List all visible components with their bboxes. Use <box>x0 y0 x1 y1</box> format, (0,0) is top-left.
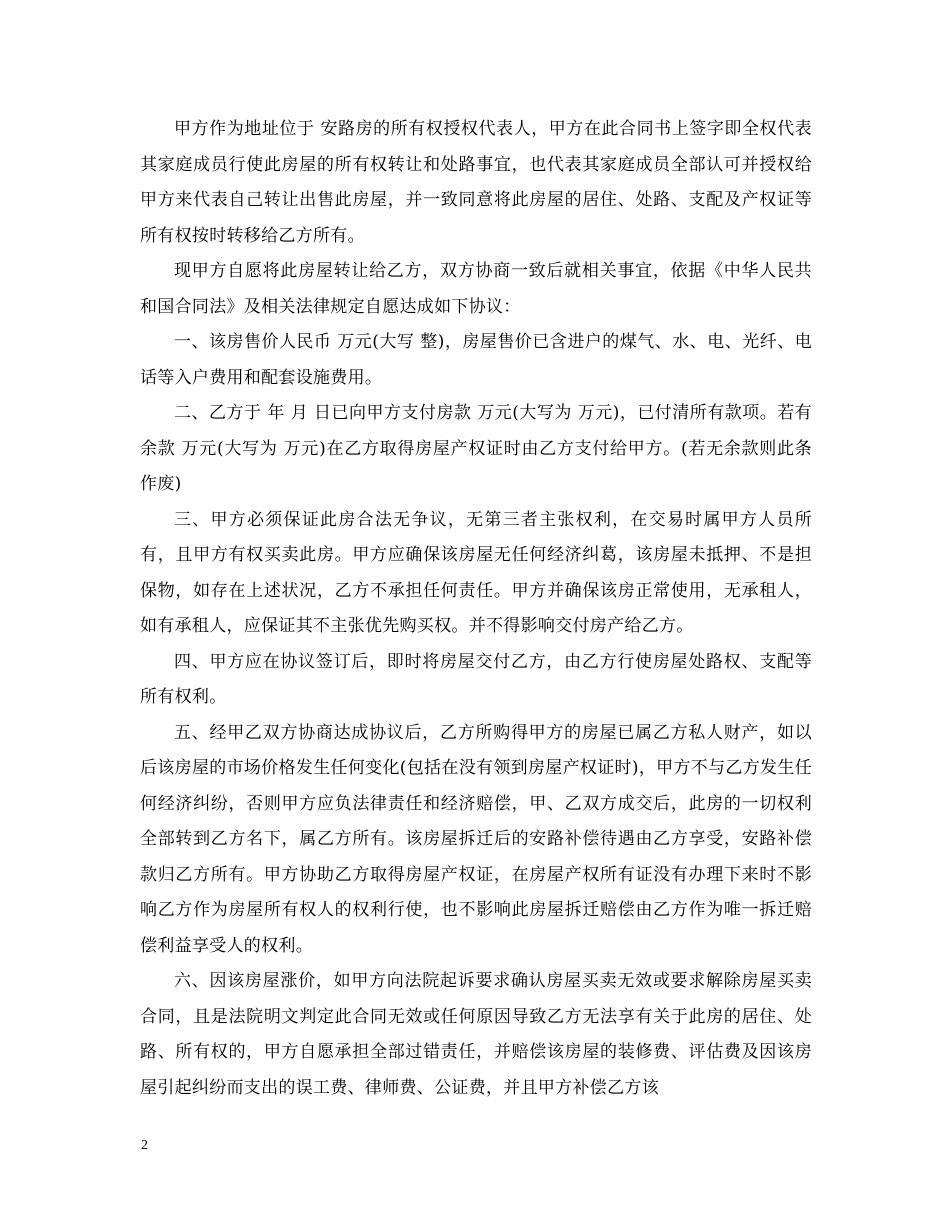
paragraph-agreement-basis: 现甲方自愿将此房屋转让给乙方，双方协商一致后就相关事宜，依据《中华人民共和国合同法》及相关法律规定自愿达成如下协议： <box>140 261 812 317</box>
clause-6-liability: 六、因该房屋涨价，如甲方向法院起诉要求确认房屋买卖无效或要求解除房屋买卖合同，且是法院明文判定此合同无效或任何原因导致乙方无法享有关于此房的居住、处路、所有权的，甲方自愿承担全部过错责任，并赔偿该房屋的装修费、评估费及因该房屋引起纠纷而支出的误工费、律师费、公证费，并且甲方补偿乙方该 <box>140 971 812 1098</box>
clause-5-ownership: 五、经甲乙双方协商达成协议后，乙方所购得甲方的房屋已属乙方私人财产，如以后该房屋的市场价格发生任何变化(包括在没有领到房屋产权证时)，甲方不与乙方发生任何经济纠纷，否则甲方应负法律责任和经济赔偿，甲、乙双方成交后，此房的一切权利全部转到乙方名下，属乙方所有。该房屋拆迁后的安路补偿待遇由乙方享受，安路补偿款归乙方所有。甲方协助乙方取得房屋产权证，在房屋产权所有证没有办理下来时不影响乙方作为房屋所有权人的权利行使，也不影响此房屋拆迁赔偿由乙方作为唯一拆迁赔偿利益享受人的权利。 <box>140 722 812 956</box>
clause-3-guarantee: 三、甲方必须保证此房合法无争议，无第三者主张权利，在交易时属甲方人员所有，且甲方有权买卖此房。甲方应确保该房屋无任何经济纠葛，该房屋未抵押、不是担保物，如存在上述状况，乙方不承担任何责任。甲方并确保该房正常使用，无承租人，如有承租人，应保证其不主张优先购买权。并不得影响交付房产给乙方。 <box>140 509 812 636</box>
paragraph-authorization: 甲方作为地址位于 安路房的所有权授权代表人，甲方在此合同书上签字即全权代表其家庭成员行使此房屋的所有权转让和处路事宜，也代表其家庭成员全部认可并授权给甲方来代表自己转让出售此房屋，并一致同意将此房屋的居住、处路、支配及产权证等所有权按时转移给乙方所有。 <box>140 119 812 246</box>
document-body <box>140 112 812 1106</box>
clause-4-delivery: 四、甲方应在协议签订后，即时将房屋交付乙方，由乙方行使房屋处路权、支配等所有权利。 <box>140 651 812 707</box>
clause-1-price: 一、该房售价人民币 万元(大写 整)，房屋售价已含进户的煤气、水、电、光纤、电话等入户费用和配套设施费用。 <box>140 332 812 388</box>
page-number: 2 <box>141 1138 148 1153</box>
clause-2-payment: 二、乙方于 年 月 日已向甲方支付房款 万元(大写为 万元)，已付清所有款项。若有余款 万元(大写为 万元)在乙方取得房屋产权证时由乙方支付给甲方。(若无余款则此条作废) <box>140 403 812 494</box>
